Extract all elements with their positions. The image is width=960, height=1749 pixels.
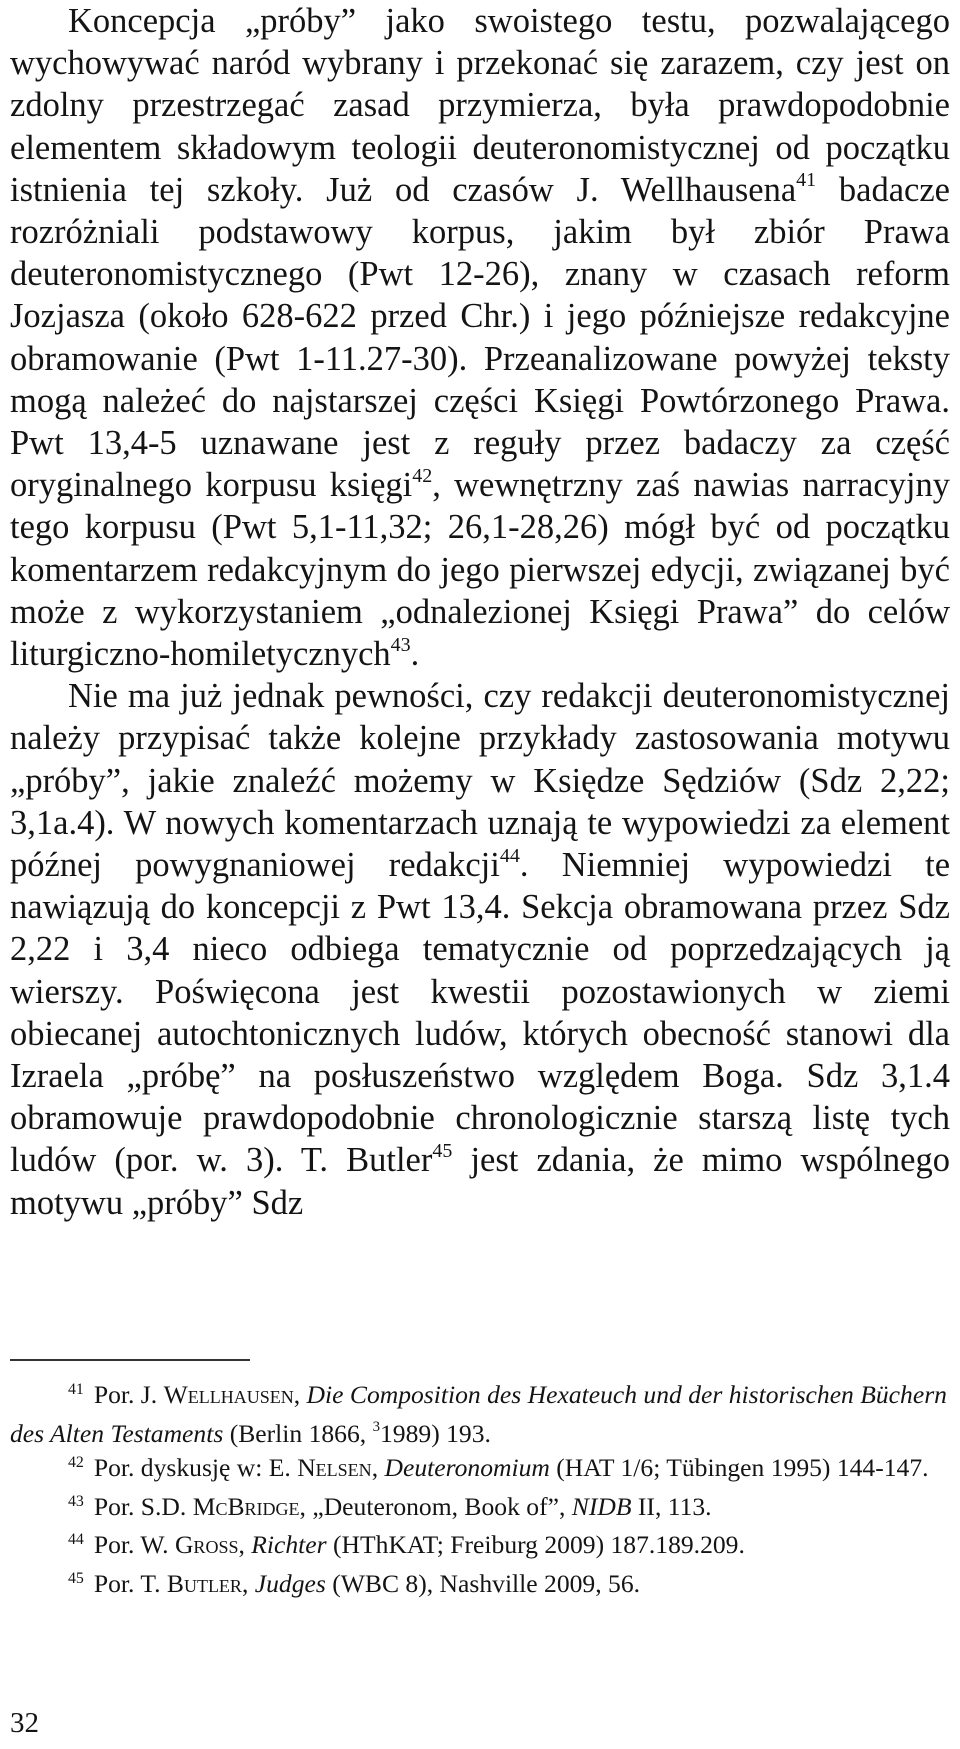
footnote-text: , (293, 1380, 307, 1409)
footnote-text: 1989) 193. (380, 1418, 491, 1448)
paragraph-2-part-c: jest zdania, że mimo wspólnego motywu „próby” Sdz (10, 1141, 950, 1222)
footnote-ref-41[interactable]: 41 (796, 169, 817, 192)
footnote-text: (Berlin 1866, (223, 1418, 373, 1448)
footnote-ref-43[interactable]: 43 (390, 633, 411, 656)
footnote-text: Por. W. (93, 1530, 175, 1559)
footnote-text: Por. dyskusję w: E. (93, 1453, 298, 1482)
footnote-text: (HThKAT; Freiburg 2009) 187.189.209. (326, 1530, 745, 1559)
paragraph-1-part-d: . (410, 635, 420, 674)
footnote-text: , (238, 1530, 252, 1559)
paragraph-2-part-a: Nie ma już jednak pewności, czy redakcji deuteronomistycznej należy przypisać także kolejne przykłady zastosowania motywu „próby”, jakie znaleźć możemy w Księdze Sędziów (Sdz 2,22; 3,1a.4). W nowych komentarzach uznają te wypowiedzi za element późnej powygnaniowej redakcji (10, 677, 950, 885)
footnote-author: Gross (174, 1530, 239, 1559)
footnote-number: 41 (68, 1381, 84, 1399)
footnote-43 (10, 1490, 950, 1529)
footnote-title: Die Composition des Hexateuch und der historischen Büchern des Alten Testaments (10, 1380, 947, 1448)
footnote-number: 42 (68, 1454, 84, 1472)
footnote-title: NIDB (571, 1491, 632, 1521)
paragraph-2-part-b: . Niemniej wypowiedzi te nawiązują do koncepcji z Pwt 13,4. Sekcja obramowana przez Sdz 2,22 i 3,4 nieco odbiega tematycznie od poprzedzających ją wierszy. Poświęcona jest kwestii pozostawionych w ziemi obiecanej autochtonicznych ludów, których obecność stanowi dla Izraela „próbę” na posłuszeństwo względem Boga. Sdz 3,1.4 obramowuje prawdopodobnie chronologicznie starszą listę tych ludów (por. w. 3). T. Butler (10, 846, 951, 1180)
footnote-title: Judges (254, 1568, 326, 1598)
footnote-number: 43 (68, 1492, 84, 1510)
footnote-text: (WBC 8), Nashville 2009, 56. (325, 1568, 641, 1598)
footnote-title: Richter (251, 1530, 327, 1559)
footnote-text: Por. S.D. (93, 1491, 193, 1521)
footnotes (10, 1378, 950, 1605)
footnote-title: Deuteronomium (384, 1453, 550, 1482)
paragraph-2 (10, 675, 950, 1224)
footnote-author: Nelsen (297, 1453, 372, 1482)
footnote-separator (10, 1359, 250, 1361)
edition-superscript: 3 (372, 1418, 380, 1435)
footnote-45 (10, 1567, 950, 1606)
paragraph-1-part-c: , wewnętrzny zaś nawias narracyjny tego korpusu (Pwt 5,1-11,32; 26,1-28,26) mógł być od początku komentarzem redakcyjnym do jego pierwszej edycji, związanej być może z wykorzystaniem „odnalezionej Księgi Prawa” do celów liturgiczno-homiletycznych (10, 466, 950, 674)
page-number: 32 (10, 1707, 39, 1739)
footnote-text: (HAT 1/6; Tübingen 1995) 144-147. (549, 1453, 929, 1482)
paragraph-1-part-b: badacze rozróżniali podstawowy korpus, jakim był zbiór Prawa deuteronomistycznego (Pwt 12-26), znany w czasach reform Jozjasza (około 628-622 przed Chr.) i jego późniejsze redakcyjne obramowanie (Pwt 1-11.27-30). Przeanalizowane powyżej teksty mogą należeć do najstarszej części Księgi Powtórzonego Prawa. Pwt 13,4-5 uznawane jest z reguły przez badaczy za część oryginalnego korpusu księgi (10, 170, 950, 505)
book-page (10, 0, 950, 1749)
footnote-ref-45[interactable]: 45 (432, 1140, 453, 1163)
footnote-ref-44[interactable]: 44 (499, 844, 520, 867)
footnote-41 (10, 1378, 950, 1451)
footnote-text: , „Deuteronom, Book of”, (299, 1491, 572, 1521)
footnote-author: Butler (166, 1568, 242, 1598)
footnote-text: , (371, 1453, 385, 1482)
footnote-42 (10, 1451, 950, 1490)
footnote-44 (10, 1528, 950, 1567)
footnote-text: II, 113. (631, 1491, 712, 1521)
footnote-author: McBridge (192, 1491, 300, 1521)
footnote-author: Wellhausen (163, 1380, 294, 1409)
footnote-ref-42[interactable]: 42 (412, 464, 433, 487)
main-text (10, 0, 950, 1224)
paragraph-1 (10, 0, 950, 675)
footnote-text: , (241, 1568, 255, 1598)
footnote-number: 44 (68, 1531, 84, 1549)
footnote-text: Por. T. (93, 1568, 167, 1598)
footnote-number: 45 (68, 1569, 84, 1587)
footnote-text: Por. J. (93, 1380, 164, 1409)
paragraph-1-part-a: Koncepcja „próby” jako swoistego testu, pozwalającego wychowywać naród wybrany i przekonać się zarazem, czy jest on zdolny przestrzegać zasad przymierza, była prawdopodobnie elementem składowym teologii deuteronomistycznej od początku istnienia tej szkoły. Już od czasów J. Wellhausena (10, 2, 950, 209)
